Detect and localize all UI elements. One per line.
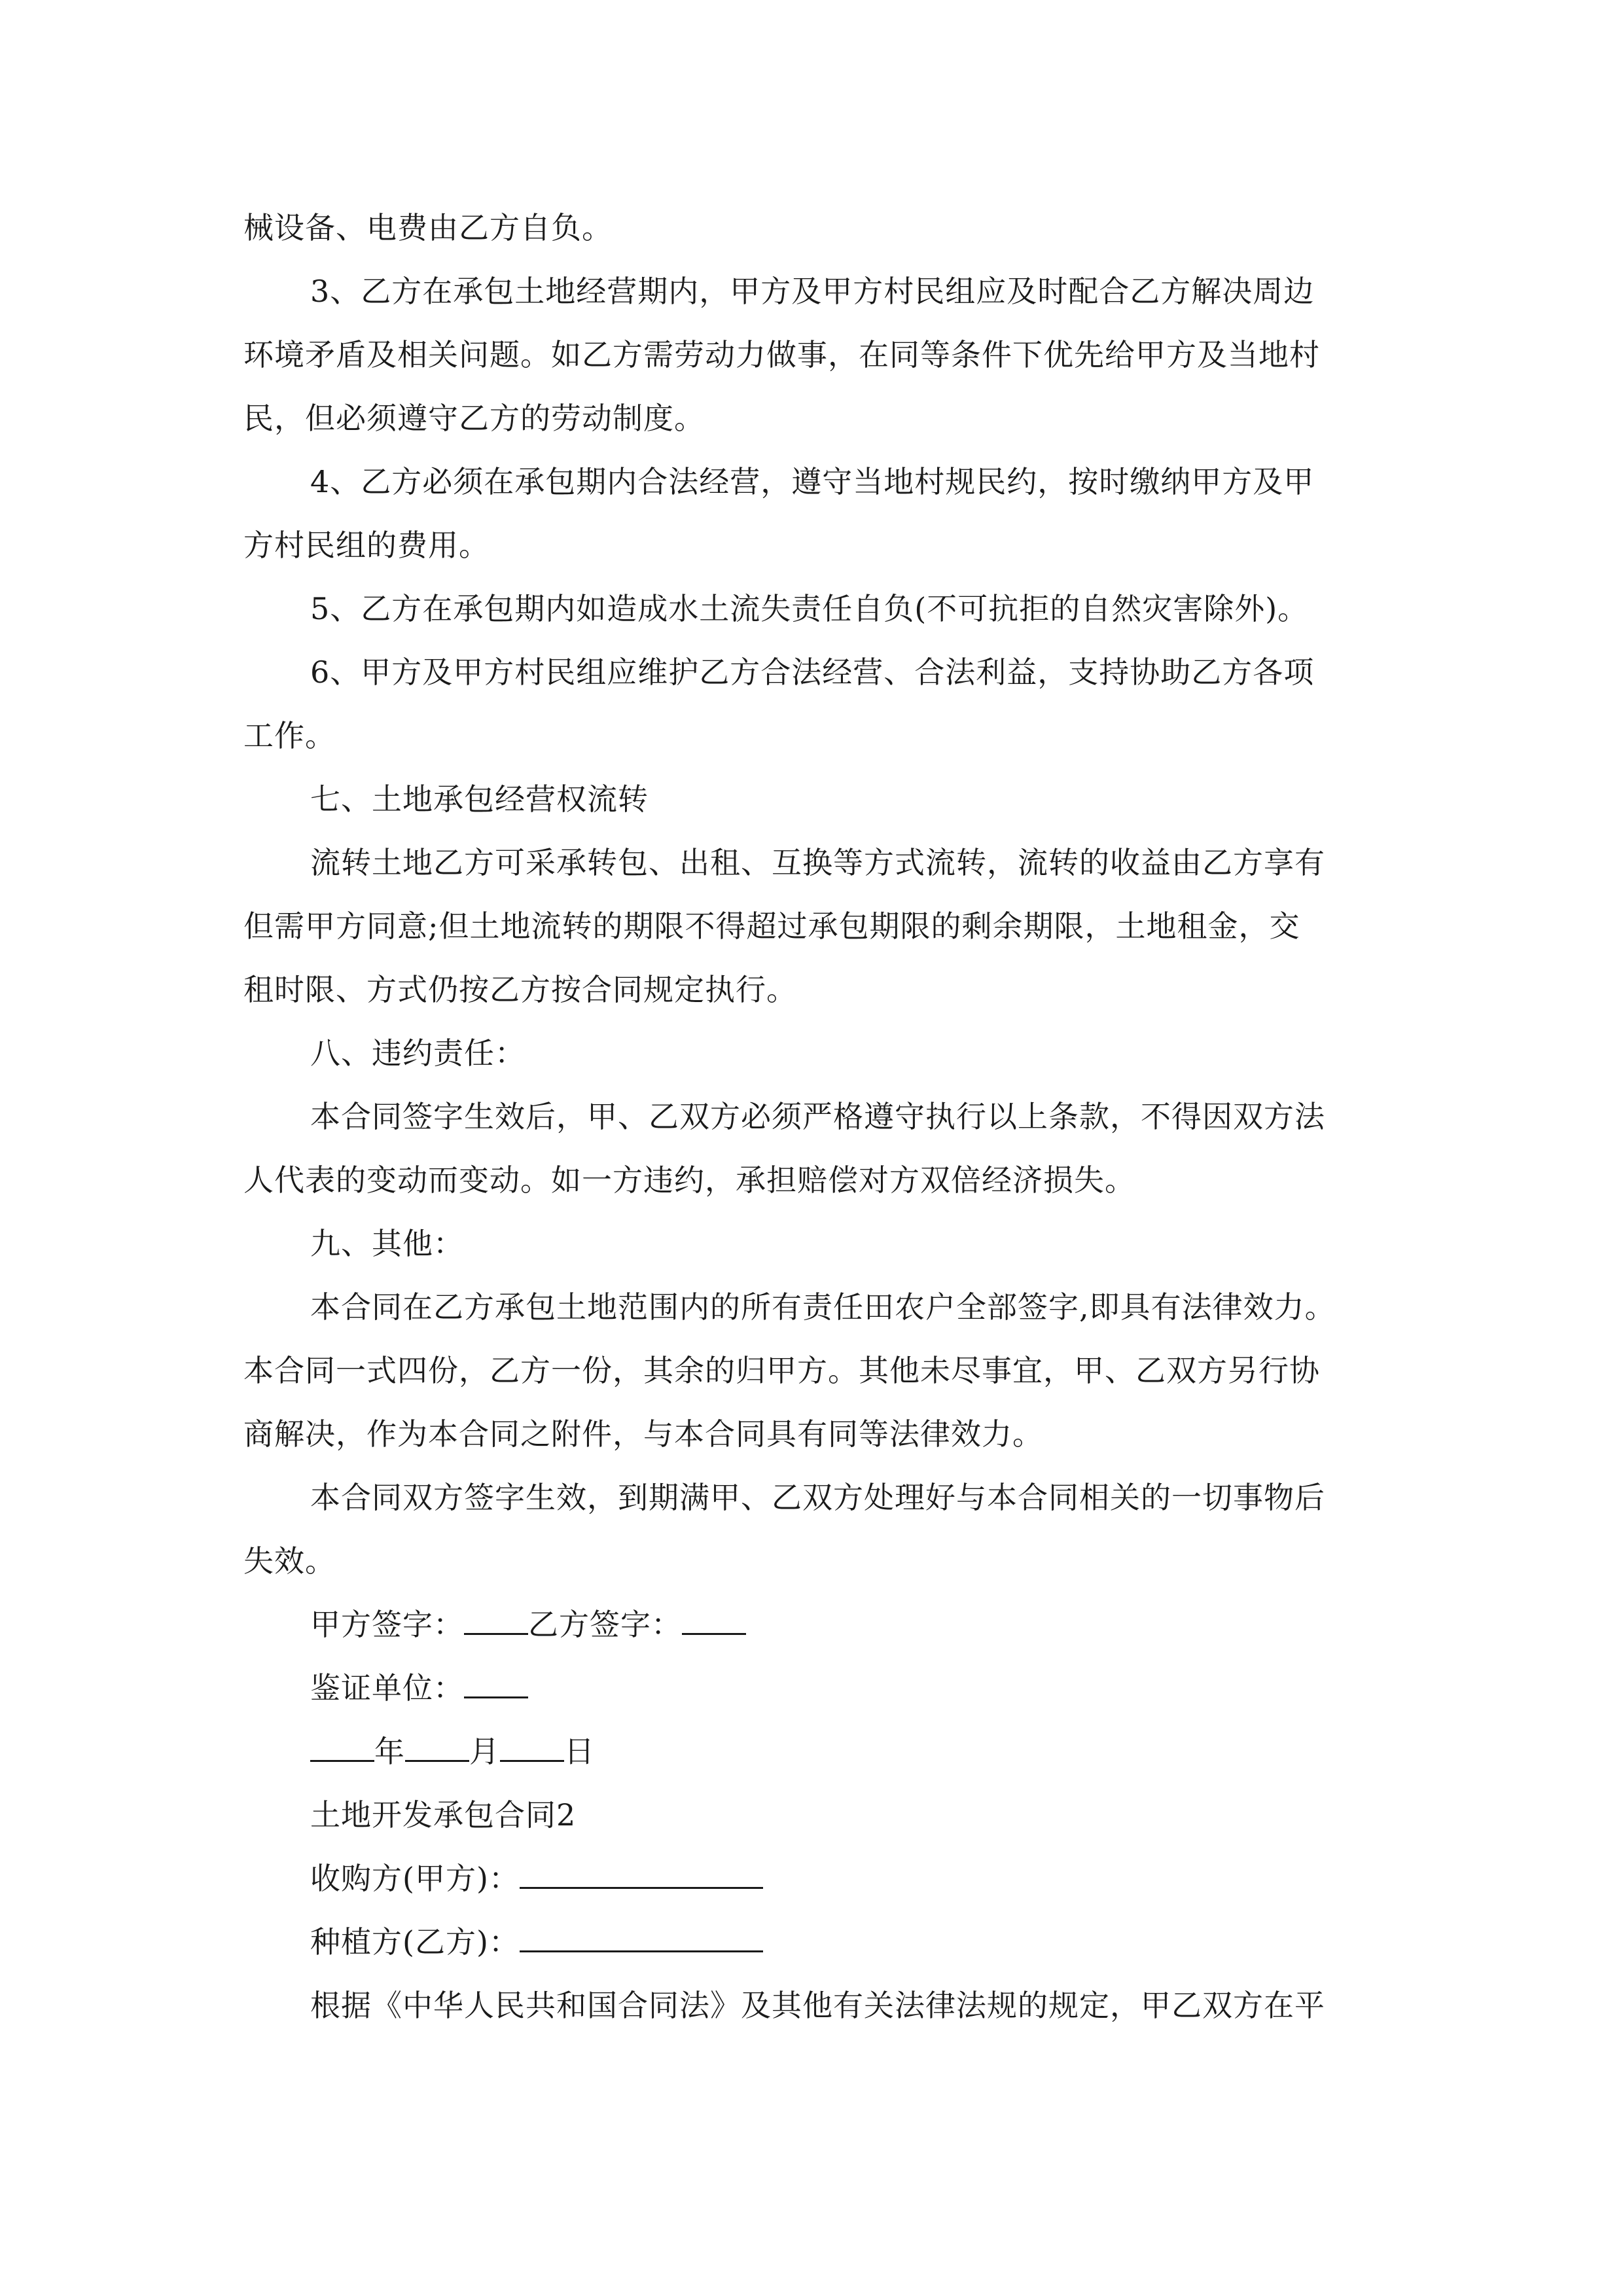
paragraph-line: 环境矛盾及相关问题。如乙方需劳动力做事，在同等条件下优先给甲方及当地村: [243, 337, 1320, 372]
paragraph-line: 失效。: [243, 1543, 336, 1579]
day-blank: [500, 1735, 564, 1762]
buyer-blank: [520, 1862, 763, 1889]
paragraph-line: 本合同签字生效后，甲、乙双方必须严格遵守执行以上条款，不得因双方法: [310, 1099, 1325, 1134]
paragraph-line: 方村民组的费用。: [243, 528, 490, 563]
paragraph-line: 但需甲方同意;但土地流转的期限不得超过承包期限的剩余期限，土地租金，交: [243, 908, 1300, 944]
year-label: 年: [374, 1734, 405, 1769]
paragraph-line: 人代表的变动而变动。如一方违约，承担赔偿对方双倍经济损失。: [243, 1162, 1135, 1198]
paragraph-line: 械设备、电费由乙方自负。: [243, 210, 613, 245]
party-b-signature-label: 乙方签字：: [528, 1607, 682, 1642]
buyer-label: 收购方(甲方)：: [310, 1861, 520, 1896]
month-blank: [405, 1735, 469, 1762]
paragraph-line: 本合同双方签字生效，到期满甲、乙双方处理好与本合同相关的一切事物后: [310, 1480, 1325, 1515]
month-label: 月: [469, 1734, 500, 1769]
year-blank: [310, 1735, 374, 1762]
paragraph-line: 本合同一式四份，乙方一份，其余的归甲方。其他未尽事宜，甲、乙双方另行协: [243, 1353, 1320, 1388]
signature-line: [243, 1593, 1382, 1657]
party-a-signature-blank: [464, 1608, 528, 1635]
contract-2-intro: 根据《中华人民共和国合同法》及其他有关法律法规的规定，甲乙双方在平: [310, 1988, 1325, 2023]
paragraph-line: 民，但必须遵守乙方的劳动制度。: [243, 401, 705, 436]
verifier-line: [243, 1657, 1382, 1720]
paragraph-line: 租时限、方式仍按乙方按合同规定执行。: [243, 972, 797, 1007]
section-heading-8: 八、违约责任：: [310, 1035, 526, 1071]
paragraph-line: 商解决，作为本合同之附件，与本合同具有同等法律效力。: [243, 1416, 1043, 1452]
verifier-blank: [464, 1672, 528, 1698]
document-body: [243, 196, 1382, 2037]
paragraph-line: 工作。: [243, 718, 336, 753]
clause-3-line: 3、乙方在承包土地经营期内，甲方及甲方村民组应及时配合乙方解决周边: [310, 274, 1315, 309]
section-heading-7: 七、土地承包经营权流转: [310, 781, 649, 817]
buyer-line: [243, 1847, 1382, 1910]
verifier-label: 鉴证单位：: [310, 1670, 464, 1706]
paragraph-line: 流转土地乙方可采承转包、出租、互换等方式流转，流转的收益由乙方享有: [310, 845, 1325, 880]
contract-2-title: 土地开发承包合同2: [310, 1797, 577, 1833]
planter-blank: [520, 1926, 763, 1952]
party-a-signature-label: 甲方签字：: [310, 1607, 464, 1642]
clause-4-line: 4、乙方必须在承包期内合法经营，遵守当地村规民约，按时缴纳甲方及甲: [310, 464, 1315, 499]
section-heading-9: 九、其他：: [310, 1226, 464, 1261]
clause-6-line: 6、甲方及甲方村民组应维护乙方合法经营、合法利益，支持协助乙方各项: [310, 655, 1315, 690]
planter-label: 种植方(乙方)：: [310, 1924, 520, 1960]
paragraph-line: 本合同在乙方承包土地范围内的所有责任田农户全部签字,即具有法律效力。: [310, 1289, 1336, 1325]
date-line: [243, 1720, 1382, 1784]
clause-5-line: 5、乙方在承包期内如造成水土流失责任自负(不可抗拒的自然灾害除外)。: [310, 591, 1309, 626]
day-label: 日: [564, 1734, 595, 1769]
planter-line: [243, 1910, 1382, 1974]
party-b-signature-blank: [682, 1608, 746, 1635]
